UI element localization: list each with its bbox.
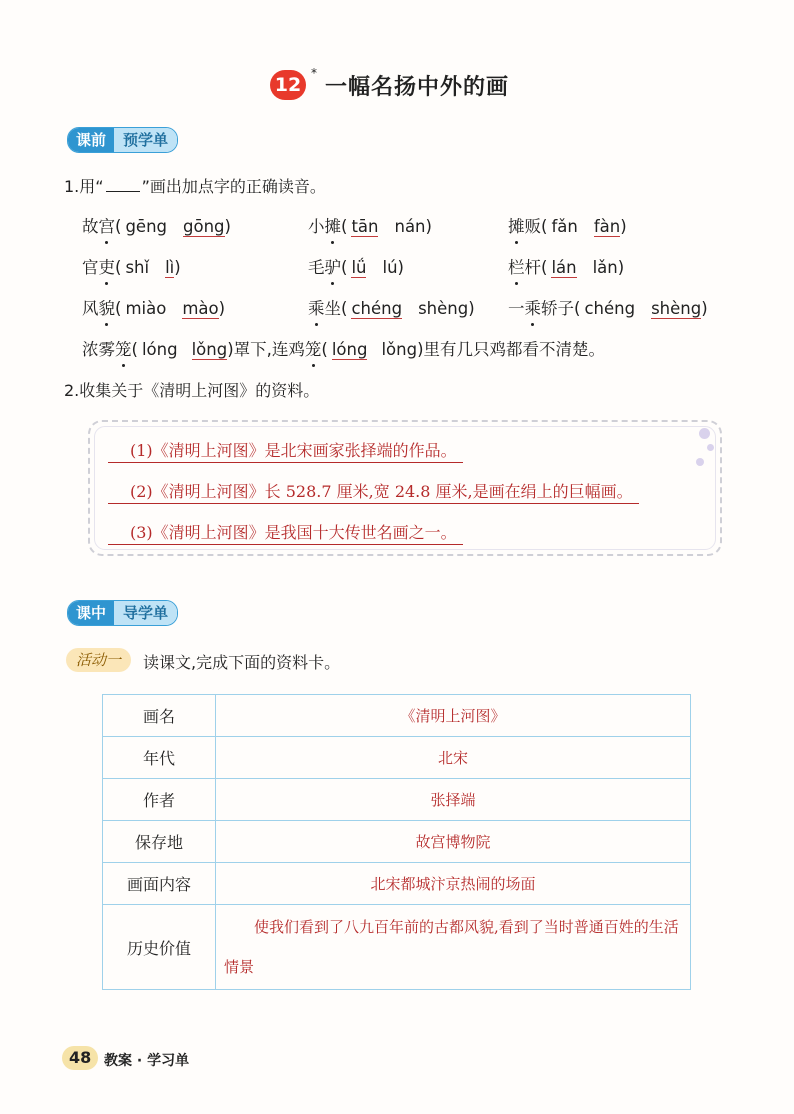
dotted-char: 摊	[325, 213, 342, 237]
decor-bubble	[696, 458, 704, 466]
dotted-char: 宫	[99, 213, 116, 237]
card-key: 历史价值	[103, 905, 216, 990]
card-key: 画面内容	[103, 863, 216, 905]
decor-bubble	[707, 444, 714, 451]
pinyin-item: 官 吏 ( shǐ lì )	[82, 254, 181, 278]
card-value: 《清明上河图》	[216, 695, 691, 737]
footer-text: 教案 · 学习单	[104, 1053, 190, 1069]
pinyin-option: lì	[165, 258, 175, 277]
pinyin-item: 摊 贩( fǎn fàn )	[508, 213, 627, 237]
card-row	[103, 779, 691, 821]
pinyin-option: gēng	[125, 217, 167, 236]
question-1-prompt: 1.用“ ”画出加点字的正确读音。	[64, 177, 326, 196]
pinyin-option: lǘ	[351, 258, 367, 277]
dotted-char: 摊	[508, 213, 525, 237]
card-key: 作者	[103, 779, 216, 821]
card-value: 北宋	[216, 737, 691, 779]
pinyin-item: 小 摊 ( tān nán )	[308, 213, 432, 237]
dotted-char: 乘	[308, 295, 325, 319]
activity-label: 活动一	[66, 648, 131, 672]
card-key: 年代	[103, 737, 216, 779]
pinyin-option: mào	[182, 299, 219, 318]
optional-lesson-star: *	[311, 66, 317, 80]
pinyin-option: fàn	[593, 217, 621, 236]
card-row	[103, 905, 691, 990]
answer-line-3: (3)《清明上河图》是我国十大传世名画之一。	[108, 520, 463, 545]
pinyin-option: gōng	[183, 217, 225, 236]
dotted-char: 栏	[508, 254, 525, 278]
pinyin-item: 一 乘 轿子( chéng shèng )	[508, 295, 708, 319]
section-tag-preview	[67, 127, 178, 153]
pinyin-option: shèng	[418, 299, 469, 318]
card-value: 故宫博物院	[216, 821, 691, 863]
pinyin-item: 风 貌 ( miào mào )	[82, 295, 225, 319]
pinyin-option: lú	[382, 258, 398, 277]
tag-part-a: 课前	[68, 128, 114, 152]
pinyin-item: 毛 驴 ( lǘ lú )	[308, 254, 404, 278]
answer-line-1: (1)《清明上河图》是北宋画家张择端的作品。	[108, 438, 463, 463]
pinyin-item: 乘 坐( chéng shèng )	[308, 295, 475, 319]
pinyin-option: miào	[125, 299, 167, 318]
card-key: 画名	[103, 695, 216, 737]
card-key: 保存地	[103, 821, 216, 863]
answer-line-2: (2)《清明上河图》长 528.7 厘米,宽 24.8 厘米,是画在绢上的巨幅画。	[108, 479, 639, 504]
info-card-table	[102, 694, 691, 990]
pinyin-item: 故 宫 ( gēng gōng )	[82, 213, 231, 237]
pinyin-option: lán	[551, 258, 577, 277]
card-row	[103, 695, 691, 737]
pinyin-option: chéng	[351, 299, 403, 318]
pinyin-option: fǎn	[551, 217, 578, 236]
question-1-row-4: 浓雾 笼 ( lóng lǒng )罩下,连鸡 笼 ( lóng lǒng )里有几只鸡都看不清楚。	[82, 336, 605, 360]
question-2-prompt: 2.收集关于《清明上河图》的资料。	[64, 381, 320, 400]
lesson-number-badge: 12	[270, 70, 306, 100]
pinyin-option: nán	[394, 217, 426, 236]
pinyin-option: lǎn	[592, 258, 618, 277]
activity-instruction: 读课文,完成下面的资料卡。	[143, 653, 341, 672]
card-value: 使我们看到了八九百年前的古都风貌,看到了当时普通百姓的生活情景	[216, 905, 691, 990]
card-row	[103, 863, 691, 905]
decor-bubble	[699, 428, 710, 439]
page-number: 48	[62, 1046, 98, 1070]
card-value: 张择端	[216, 779, 691, 821]
tag-part-b: 预学单	[114, 128, 177, 152]
pinyin-item: 栏 杆( lán lǎn )	[508, 254, 624, 278]
pinyin-option: chéng	[584, 299, 636, 318]
dotted-char: 乘	[525, 295, 542, 319]
pinyin-option: shǐ	[125, 258, 150, 277]
blank-line	[106, 191, 140, 192]
section-tag-guide	[67, 600, 178, 626]
dotted-char: 貌	[99, 295, 116, 319]
lesson-title: 一幅名扬中外的画	[325, 75, 510, 100]
pinyin-option: shèng	[651, 299, 702, 318]
card-row	[103, 737, 691, 779]
dotted-char: 吏	[99, 254, 116, 278]
card-value: 北宋都城汴京热闹的场面	[216, 863, 691, 905]
tag-part-a: 课中	[68, 601, 114, 625]
tag-part-b: 导学单	[114, 601, 177, 625]
card-row	[103, 821, 691, 863]
pinyin-option: tān	[351, 217, 379, 236]
dotted-char: 驴	[325, 254, 342, 278]
